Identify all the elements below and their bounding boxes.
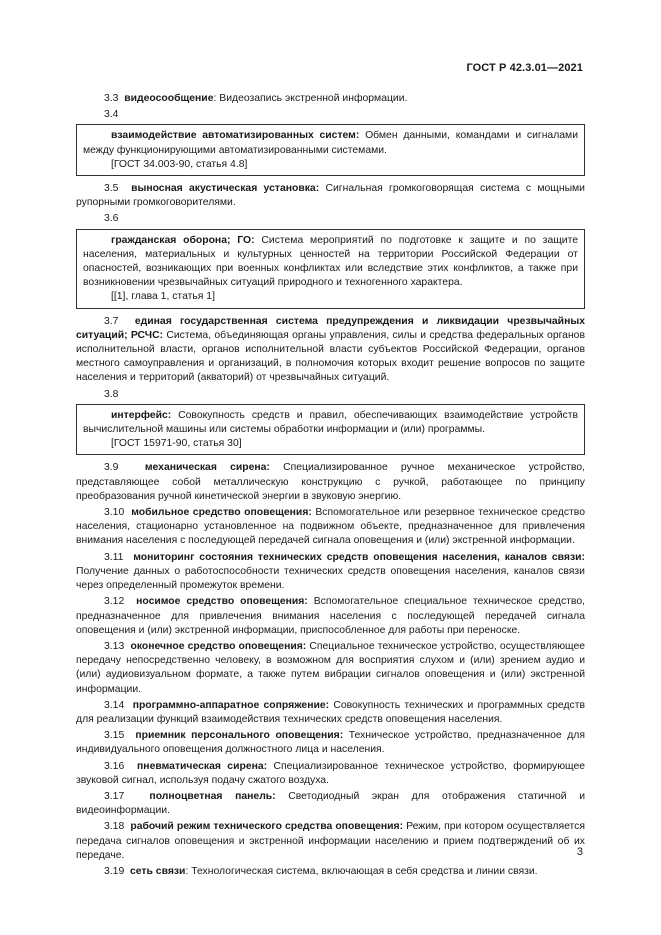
term: гражданская оборона; ГО: bbox=[111, 234, 255, 246]
entry-number: 3.13 bbox=[104, 640, 125, 652]
entry-3-8 bbox=[83, 409, 578, 437]
entry-number: 3.7 bbox=[104, 315, 119, 327]
entry-number: 3.15 bbox=[104, 730, 125, 742]
entry-3-5 bbox=[76, 182, 585, 210]
source-reference: [ГОСТ 15971-90, статья 30] bbox=[111, 438, 242, 450]
entry-3-10 bbox=[76, 506, 585, 549]
term: рабочий режим технического средства оповещения: bbox=[130, 821, 404, 833]
entry-3-19: 3.19 сеть связи: Технологическая система, включающая в себя средства и линии связи. bbox=[104, 865, 538, 877]
definition: Получение данных о работоспособности технических средств оповещения населения, каналов связи через определенный промежуток времени. bbox=[76, 565, 585, 592]
definition: Вспомогательное специальное техническое средство, предназначенное для привлечения внимания населения с последующей передачей сигнала оповещения и (или) экстренной информации, приспособленное для работы при переноске. bbox=[76, 596, 585, 636]
term: приемник персонального оповещения: bbox=[135, 730, 344, 742]
entry-3-4 bbox=[83, 129, 578, 157]
definition: Специальное техническое устройство, осуществляющее передачу непосредственно человеку, в возможном для восприятия слухом и (или) зрением аудио и (или) аудиовизуальном формате, а также путем вибрации сигналов оповещения и (или) экстренной информации. bbox=[76, 640, 586, 695]
definition: Система мероприятий по подготовке к защите и по защите населения, материальных и культурных ценностей на территории Российской Федерации от опасностей, возникающих при военных конфликтах или вследствие этих конфликтов, а также при возникновении чрезвычайных ситуаций природного и техногенного характера. bbox=[83, 234, 579, 289]
entry-number: 3.18 bbox=[104, 821, 125, 833]
entry-3-9 bbox=[76, 461, 585, 504]
definition: Совокупность технических и программных средств для реализации функций взаимодействия технических средств оповещения населения. bbox=[76, 699, 586, 725]
entry-3-18 bbox=[76, 820, 585, 863]
entry-3-3: 3.3 видеосообщение: Видеозапись экстренной информации. bbox=[104, 93, 408, 104]
term: пневматическая сирена: bbox=[137, 760, 268, 772]
entry-number: 3.9 bbox=[104, 462, 119, 474]
term: единая государственная система предупреждения и ликвидации чрезвычайных ситуаций; РСЧС: bbox=[76, 315, 585, 341]
entry-number: 3.4 bbox=[104, 109, 119, 121]
definition: Сигнальная громкоговорящая система с мощными рупорными громкоговорителями. bbox=[76, 183, 585, 209]
term: сеть связи bbox=[130, 865, 186, 877]
definition: Вспомогательное или резервное техническое средство населения, стационарно установленное на подвижном объекте, предназначенное для привлечения внимания населения с последующей передачей сигнала оповещения и (или) экстренной информации. bbox=[76, 507, 585, 547]
entry-3-12 bbox=[76, 595, 585, 638]
definition: Светодиодный экран для отображения статичной и видеоинформации. bbox=[76, 790, 585, 817]
definition: Система, объединяющая органы управления, силы и средства федеральных органов исполнительной власти, органов исполнительной власти субъектов Российской Федерации, органов местного самоуправления и организаций, в полномочия которых входит решение вопросов по защите населения и территорий (акваторий) от чрезвычайных ситуаций. bbox=[76, 329, 585, 384]
quoted-definition-box bbox=[76, 124, 585, 176]
term: полноцветная панель: bbox=[149, 790, 276, 802]
definition: Технологическая система, включающая в себя средства и линии связи. bbox=[191, 865, 538, 877]
term: мониторинг состояния технических средств оповещения населения, каналов связи: bbox=[133, 551, 585, 563]
term: интерфейс: bbox=[111, 409, 172, 421]
definition: Видеозапись экстренной информации. bbox=[219, 93, 408, 104]
entry-3-17 bbox=[76, 790, 585, 818]
entry-3-11 bbox=[76, 551, 585, 594]
term: выносная акустическая установка: bbox=[131, 183, 320, 195]
entry-number: 3.17 bbox=[104, 790, 125, 802]
page-number: 3 bbox=[576, 846, 583, 858]
entry-3-13 bbox=[76, 640, 585, 697]
definition: Режим, при котором осуществляется передача сигналов оповещения и экстренной информации населению и прием подтверждений об их передаче. bbox=[76, 821, 586, 861]
document-code: ГОСТ Р 42.3.01—2021 bbox=[466, 62, 583, 74]
entry-3-15 bbox=[76, 729, 585, 757]
entry-number: 3.14 bbox=[104, 699, 125, 711]
definition: Обмен данными, командами и сигналами между функционирующими автоматизированными системами. bbox=[83, 130, 578, 156]
entry-number: 3.6 bbox=[104, 213, 119, 225]
quoted-definition-box bbox=[76, 404, 585, 456]
definition: Специализированное техническое устройство, формирующее звуковой сигнал, используя подачу сжатого воздуха. bbox=[76, 760, 586, 786]
definition: Специализированное ручное механическое устройство, представляющее собой металлическую конструкцию с ручкой, работающее по принципу преобразования ручной кинетической энергии в звуковую энергию. bbox=[76, 462, 585, 502]
entry-3-7 bbox=[76, 315, 585, 386]
term: носимое средство оповещения: bbox=[136, 596, 308, 608]
term: программно-аппаратное сопряжение: bbox=[132, 699, 330, 711]
entry-number: 3.8 bbox=[104, 388, 119, 400]
term: видеосообщение bbox=[124, 93, 214, 104]
entry-3-14 bbox=[76, 699, 585, 727]
entry-number: 3.12 bbox=[104, 596, 125, 608]
quoted-definition-box bbox=[76, 229, 585, 309]
source-reference: [[1], глава 1, статья 1] bbox=[111, 291, 215, 303]
source-reference: [ГОСТ 34.003-90, статья 4.8] bbox=[111, 158, 248, 170]
entry-number: 3.19 bbox=[104, 865, 125, 877]
term: оконечное средство оповещения: bbox=[130, 640, 307, 652]
term: взаимодействие автоматизированных систем: bbox=[111, 130, 360, 142]
term: мобильное средство оповещения: bbox=[131, 507, 312, 519]
definition: Техническое устройство, предназначенное для индивидуального оповещения должностного лица и населения. bbox=[76, 730, 585, 756]
entry-number: 3.16 bbox=[104, 760, 125, 772]
entry-number: 3.11 bbox=[104, 551, 124, 563]
entry-number: 3.3 bbox=[104, 93, 119, 104]
entry-number: 3.5 bbox=[104, 183, 119, 195]
term: механическая сирена: bbox=[144, 462, 270, 474]
document-body bbox=[76, 92, 585, 881]
definition: Совокупность средств и правил, обеспечивающих взаимодействие устройств вычислительной машины или системы обработки информации и (или) программы. bbox=[83, 409, 578, 436]
entry-3-6 bbox=[83, 234, 578, 291]
entry-number: 3.10 bbox=[104, 507, 125, 519]
entry-3-16 bbox=[76, 760, 585, 788]
